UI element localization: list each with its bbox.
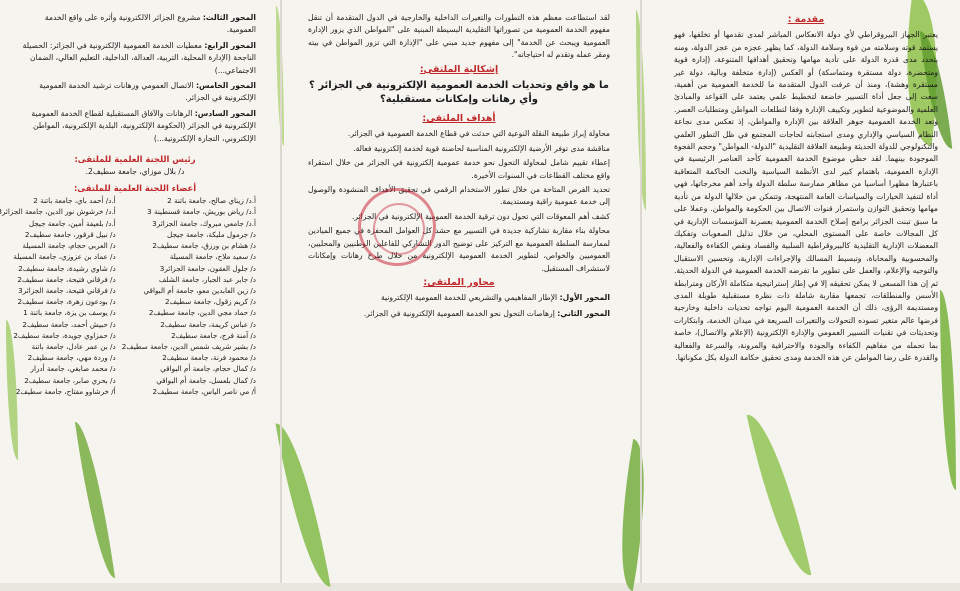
axis-label: المحور الأول: xyxy=(559,293,610,303)
committee-member: د/ بحري صابر، جامعة سطيف2 xyxy=(24,375,116,385)
problem-heading: إشكالية الملتقى: xyxy=(419,63,499,75)
committee-member: أ.د/ بلعيفة أمين، جامعة جيجل xyxy=(28,218,116,228)
committee-member: أ.د/ خرشوش نور الدين، جامعة الجزائر xyxy=(1,207,116,217)
axis-label: المحور الخامس: xyxy=(195,81,256,91)
axis-text: إرهاصات التحول نحو الخدمة العمومية الإلكترونية في الجزائر. xyxy=(363,308,558,318)
fold-line xyxy=(640,0,642,583)
committee-member: أ.د/ أحمد باي، جامعة باتنة 2 xyxy=(33,196,116,206)
committee-member: د/ سعيد ملاح، جامعة المسيلة xyxy=(169,252,256,262)
goal-item: محاولة بناء مقاربة تشاركية جديدة في التسيير مع حشد كل العوامل المحفزة في جميع الميادين لممارسة السلطة العمومية مع التركيز على توضيح الدور التشاركي للفاعلين الوطنيين والمحليين، العموميين والخواص، لتطوير الخدمة العمومية الإلكترونية من خلال طرح رهانات وإمكانات لاستشراف المستقبل. xyxy=(308,226,610,273)
problem-goals-panel xyxy=(288,8,624,576)
committee-member: د/ جلول العقون، جامعة الجزائر3 xyxy=(159,263,256,273)
committee-member: د/ عماد بن عزوزي، جامعة المسيلة xyxy=(13,252,116,262)
committee-member: د/ كمال بلعسل، جامعة أم البواقي xyxy=(156,375,256,385)
committee-member: د/ جرمول مليكة، جامعة جيجل xyxy=(167,229,256,239)
problem-question: ما هو واقع وتحديات الخدمة العمومية الإلكترونية في الجزائر ؟ وأي رهانات وإمكانات مستقبلية؟ xyxy=(309,80,609,106)
fold-line xyxy=(280,0,282,583)
committee-member: د/ كريم زقول، جامعة سطيف2 xyxy=(164,297,256,307)
committee-member: أ.د/ زيناي صالح، جامعة باتنة 2 xyxy=(167,196,256,206)
axis-item xyxy=(14,12,256,37)
axis-text: مشروع الجزائر الالكترونية وأثره على واقع الخدمة العمومية. xyxy=(44,13,256,35)
committee-member: د/ آمنة فرج، جامعة سطيف2 xyxy=(171,330,256,340)
intro-continuation: لقد استطاعت معظم هذه التطورات والتغيرات الداخلية والخارجية في الدول المتقدمة أن تنقل مفهوم الخدمة العمومية من تصوراتها التقليدية البسيطة المبنية على "المواطن الذي يزور الإدارة العمومية ويبحث عن الخدمة" إلى مفهوم جديد مبني على "الإدارة التي تزور المواطن في بيته ومقر عمله وتقدم له احتياجاته". xyxy=(308,13,610,60)
axis-text: الاتصال العمومي ورهانات ترشيد الخدمة العمومية الإلكترونية في الجزائر. xyxy=(39,81,256,103)
committee-member: أ/ خرشاوو مفتاح، جامعة سطيف2 xyxy=(15,386,116,396)
committee-member: د/ زين العابدين معو، جامعة أم البواقي xyxy=(143,285,256,295)
axis-label: المحور الثاني: xyxy=(557,308,610,318)
axis-text: الرهانات والآفاق المستقبلية لقطاع الخدمة العمومية الإلكترونية في الجزائر (الحكومة الإلكترونية، البلدية الإلكترونية، المواطن الإلكتروني، التجارة الإلكترونية...) xyxy=(31,108,256,143)
committee-member: د/ شاوي رشيدة، جامعة سطيف2 xyxy=(18,263,116,273)
goal-item: كشف أهم المعوقات التي تحول دون ترقية الخدمة العمومية الإلكترونية في الجزائر. xyxy=(351,211,610,221)
goal-item: مناقشة مدى توفر الأرضية الإلكترونية المناسبة لحاضنة قوية لخدمة إلكترونية فعالة. xyxy=(353,143,610,153)
goal-item: تحديد الفرص المتاحة من خلال تطور الاستخدام الرقمي في تحقيق الأهداف المنشودة والوصول إلى خدمة عمومية راقية ومستديمة. xyxy=(308,185,610,207)
chair-heading: رئيس اللجنة العلمية للملتقى: xyxy=(74,154,196,165)
committee-member: د/ بشير شريف شمس الدين، جامعة سطيف2 xyxy=(121,341,256,351)
committee-member: د/ وردة مهي، جامعة سطيف2 xyxy=(27,353,116,363)
committee-members xyxy=(1,195,256,397)
axis-item xyxy=(14,108,256,145)
committee-member: د/ جابر عبد الجبار، جامعة الشلف xyxy=(158,274,256,284)
axis-text: الإطار المفاهيمي والتشريعي للخدمة العمومية الإلكترونية xyxy=(380,293,560,303)
committee-member: أ.د/ رياض بوريش، جامعة قسنطينة 3 xyxy=(147,207,256,217)
axis-text: معطيات الخدمة العمومية الإلكترونية في الجزائر: الحصيلة الناجحة (الإدارة المحلية، التربية، العدالة، الداخلية، التعليم العالي، الضمان الاجتماعي...) xyxy=(22,40,256,75)
intro-panel xyxy=(648,8,948,576)
axis-item xyxy=(308,292,610,304)
axis-item xyxy=(14,40,256,77)
committee-member: د/ كمال حجام، جامعة أم البواقي xyxy=(160,364,256,374)
committee-member: د/ فرقاني فتيحة، جامعة الجزائر3 xyxy=(18,285,116,295)
axis-label: المحور الرابع: xyxy=(204,40,256,50)
axis-label: المحور السادس: xyxy=(194,108,256,118)
goal-item: إعطاء تقييم شامل لمحاولة التحول نحو خدمة عمومية إلكترونية في الجزائر من خلال استقراء واقع مختلف القطاعات في السنوات الأخيرة. xyxy=(308,158,610,180)
committee-member: أ.د/ جامعي مبروك، جامعة الجزائر3 xyxy=(152,218,256,228)
committee-member: د/ العربي حجام، جامعة المسيلة xyxy=(22,241,116,251)
committee-heading: أعضاء اللجنة العلمية للملتقى: xyxy=(73,182,197,193)
axes-heading: محاور الملتقى: xyxy=(423,276,495,288)
intro-text: يعتبر الجهاز البيروقراطي لأي دولة الانعكاس المباشر لمدى تقدمها أو تخلفها، فهو يستمد قوته وسلامته من قوة وسلامة الدولة، كما يظهر عجزه من عجز الدولة، ومنه يتحدد مدى قدرة الدولة على تأدية مهامها وتحقيق أهدافها المتنوعة، (إدارة قوية ومتحضرة، دولة مستقرة ومتماسكة) أو العكس (إدارة متخلفة وبالية، دولة غير مستقرة وهشة)، ومنذ أن عرفت الدول المتقدمة ما للخدمة العمومية من أهمية، سعت إلى جعل أداة التسيير خاضعة لتخطيط علمي يعتمد على القواعد والمبادئ العلمية والموضوعية لتطوير وتكييف الإدارة وفقا لتطلعات المواطن ومتطلبات العصر. وتعد الخدمة العمومية جوهر العلاقة بين الإدارة والمواطن، إذ تعكس مدى نجاعة النظام السياسي والإداري ومدى استجابته لحاجات المجتمع في ظل التطور العلمي والتكنولوجي للدولة الحديثة وطبيعة العلاقة التقليدية "الدولة- المواطن" وحجم الفجوة الموجودة بينهما. لقد حظي موضوع الخدمة العمومية كأحد العناصر الرئيسية في الإدارة العمومية، باهتمام كبير لدى الأنظمة السياسية والنخب الحاكمة المتعاقبة باعتبارها مظهرا أساسيا من مظاهر ممارسة سلطة الدولة وأحد أهم مخرجاتها، فهي أداة لتنفيذ الخيارات والسياسات العامة المنتهجة، وتتمكن من خلالها الدولة من تأدية مهامها وتحقيق التوازن واستمرار قنوات الاتصال بين الحكومة والمواطن. وعملا على ما سبق تبنت الجزائر برامج إصلاح الخدمة العمومية بعصرنة المؤسسات الإدارية في كل المجالات خاصة على المستوى المحلي، من خلال تذليل الصعوبات وتفكيك المعضلات الإدارية التقليدية كالبيروقراطية السلبية والفساد ونقص الكفاءة والفعالية، والمحسوبية والمحاباة، وتبسيط المسالك والإجراءات الإدارية، وتحسين الاستقبال والتوجيه والإعلام، والعمل على تطوير ما تفرضه الخدمة العمومية في الدولة الحديثة. ثم إن هذا المسعى لا يمكن تحقيقه إلا في إطار إستراتيجية متكاملة الأركان ومترابطة الأسس والمنطلقات، تجمعها مقاربة شاملة ذات نظرة مستقبلية طويلة المدى ومستديمة الرؤى، ذلك أن الخدمة العمومية اليوم تواجه تحديات داخلية وخارجية فرضها عالم متغير تسوده التحولات والتغيرات السريعة في ميدان الخدمة، وابتكارات وتحديثات في تقنيات التسيير العمومي والإدارة الإلكترونية (الإعلام والاتصال)، خاصة بما تحمله من مفاهيم الكفاءة والجودة والاحترافية والمرونة، والسرعة والفعالية والقدرة على رضا المواطن عن هذه الخدمة ومدى تحقيق حكامة الدولة بكل مكوناتها. xyxy=(674,30,938,362)
committee-member: د/ حماد مجي الدين، جامعة سطيف2 xyxy=(148,308,256,318)
committee-member: د/ فرقاني فتيحة، جامعة سطيف2 xyxy=(17,274,116,284)
goal-item: محاولة إبراز طبيعة النقلة النوعية التي حدثت في قطاع الخدمة العمومية في الجزائر. xyxy=(347,129,610,139)
goals-heading: أهداف الملتقى: xyxy=(422,113,496,125)
committee-member: د/ محمود فرنة، جامعة سطيف2 xyxy=(162,353,256,363)
committee-member: د/ حمزاوي جويدة، جامعة سطيف2 xyxy=(13,330,116,340)
intro-heading: مقدمة : xyxy=(787,14,825,25)
committee-member: د/ عباس كريمة، جامعة سطيف2 xyxy=(160,319,256,329)
axis-item xyxy=(14,80,256,105)
committee-member: د/ نبيل قرقور، جامعة سطيف2 xyxy=(24,229,116,239)
committee-member: د/ هشام بن ورزق، جامعة سطيف2 xyxy=(152,241,256,251)
committee-member: د/ يوسف بن يزة، جامعة باتنة 1 xyxy=(23,308,116,318)
committee-member: د/ محمد صابغي، جامعة أدرار xyxy=(30,364,116,374)
committee-member: د/ بن عمر عادل، جامعة باتنة xyxy=(31,341,116,351)
committee-member: د/ حبيش أحمد، جامعة سطيف2 xyxy=(22,319,116,329)
axis-item xyxy=(308,308,610,320)
committee-member: أ/ مي ناصر الياس، جامعة سطيف2 xyxy=(152,386,256,396)
chair-name: د/ بلال موزاي، جامعة سطيف2. xyxy=(85,167,185,177)
axes-committee-panel xyxy=(1,8,268,576)
official-stamp xyxy=(358,188,436,266)
axis-label: المحور الثالث: xyxy=(202,13,256,22)
committee-member: د/ بودعون زهرة، جامعة سطيف2 xyxy=(17,297,116,307)
